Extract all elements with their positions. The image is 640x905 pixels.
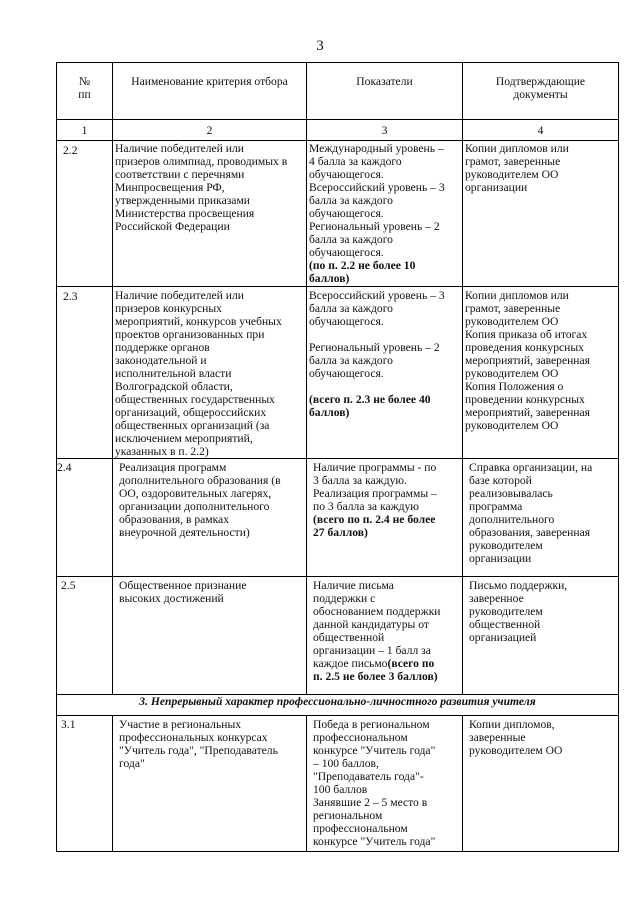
indicators-text: Всероссийский уровень – 3 балла за каждого обучающегося. Региональный уровень – 2 балла за каждого обучающегося. — [309, 289, 445, 380]
documents-cell: Копии дипломов, заверенные руководителем ОО — [463, 716, 619, 852]
indicators-limit: (всего по п. 2.5 не более 3 баллов) — [313, 657, 438, 683]
col-number: 4 — [463, 120, 619, 141]
criterion-name: Общественное признание высоких достижений — [113, 577, 307, 695]
page-number: 3 — [316, 38, 324, 54]
documents-cell: Письмо поддержки, заверенное руководителем общественной организацией — [463, 577, 619, 695]
criterion-name: Наличие победителей или призеров конкурсных мероприятий, конкурсов учебных проектов организованных при поддержке органов законодательной и исполнительной власти Волгоградской области, общественных государственных организаций, общероссийских общественных организаций (за исключением мероприятий, указанных в п. 2.2) — [113, 287, 307, 459]
table-row — [57, 287, 619, 459]
header-indicators: Показатели — [307, 63, 463, 120]
col-number: 3 — [307, 120, 463, 141]
indicators-cell — [307, 577, 463, 695]
criteria-table — [56, 62, 619, 852]
row-number: 2.2 — [57, 141, 113, 287]
indicators-text: Международный уровень – 4 балла за каждого обучающегося. Всероссийский уровень – 3 балла за каждого обучающегося. Региональный уровень – 2 балла за каждого обучающегося. — [309, 142, 445, 259]
row-number: 3.1 — [57, 716, 113, 852]
indicators-limit: (всего по п. 2.4 не более 27 баллов) — [313, 513, 436, 539]
column-numbers-row — [57, 120, 619, 141]
table-row — [57, 459, 619, 577]
col-number: 1 — [57, 120, 113, 141]
header-num: № пп — [57, 63, 113, 120]
criterion-name: Наличие победителей или призеров олимпиад, проводимых в соответствии с перечнями Минпросвещения РФ, утвержденными приказами Министерства просвещения Российской Федерации — [113, 141, 307, 287]
section-row — [57, 695, 619, 716]
indicators-text: Наличие программы - по 3 балла за каждую. Реализация программы – по 3 балла за каждую — [313, 461, 437, 513]
indicators-limit: (по п. 2.2 не более 10 баллов) — [309, 259, 416, 285]
row-number: 2.3 — [57, 287, 113, 459]
section-title: 3. Непрерывный характер профессионально-личностного развития учителя — [57, 695, 619, 716]
indicators-cell — [307, 287, 463, 459]
documents-cell: Справка организации, на базе которой реализовывалась программа дополнительного образования, заверенная руководителем организации — [463, 459, 619, 577]
criterion-name: Участие в региональных профессиональных конкурсах "Учитель года", "Преподаватель года" — [113, 716, 307, 852]
documents-cell: Копии дипломов или грамот, заверенные руководителем ОО Копия приказа об итогах проведения конкурсных мероприятий, заверенная руководителем ОО Копия Положения о проведении конкурсных мероприятий, заверенная руководителем ОО — [463, 287, 619, 459]
header-documents: Подтверждающие документы — [463, 63, 619, 120]
col-number: 2 — [113, 120, 307, 141]
row-number: 2.5 — [57, 577, 113, 695]
indicators-cell — [307, 459, 463, 577]
table-row — [57, 141, 619, 287]
documents-cell: Копии дипломов или грамот, заверенные руководителем ОО организации — [463, 141, 619, 287]
indicators-cell: Победа в региональном профессиональном конкурсе "Учитель года" – 100 баллов, "Преподаватель года"- 100 баллов Занявшие 2 – 5 место в региональном профессиональном конкурсе "Учитель года" — [307, 716, 463, 852]
row-number: 2.4 — [57, 459, 113, 577]
table-row — [57, 577, 619, 695]
indicators-cell — [307, 141, 463, 287]
indicators-text: Наличие письма поддержки с обоснованием поддержки данной кандидатуры от общественной организации – 1 балл за каждое письмо — [313, 579, 441, 670]
indicators-limit: (всего п. 2.3 не более 40 баллов) — [309, 393, 431, 419]
table-row — [57, 716, 619, 852]
header-name: Наименование критерия отбора — [113, 63, 307, 120]
criterion-name: Реализация программ дополнительного образования (в ОО, оздоровительных лагерях, организации дополнительного образования, в рамках внеурочной деятельности) — [113, 459, 307, 577]
table-header-row — [57, 63, 619, 120]
